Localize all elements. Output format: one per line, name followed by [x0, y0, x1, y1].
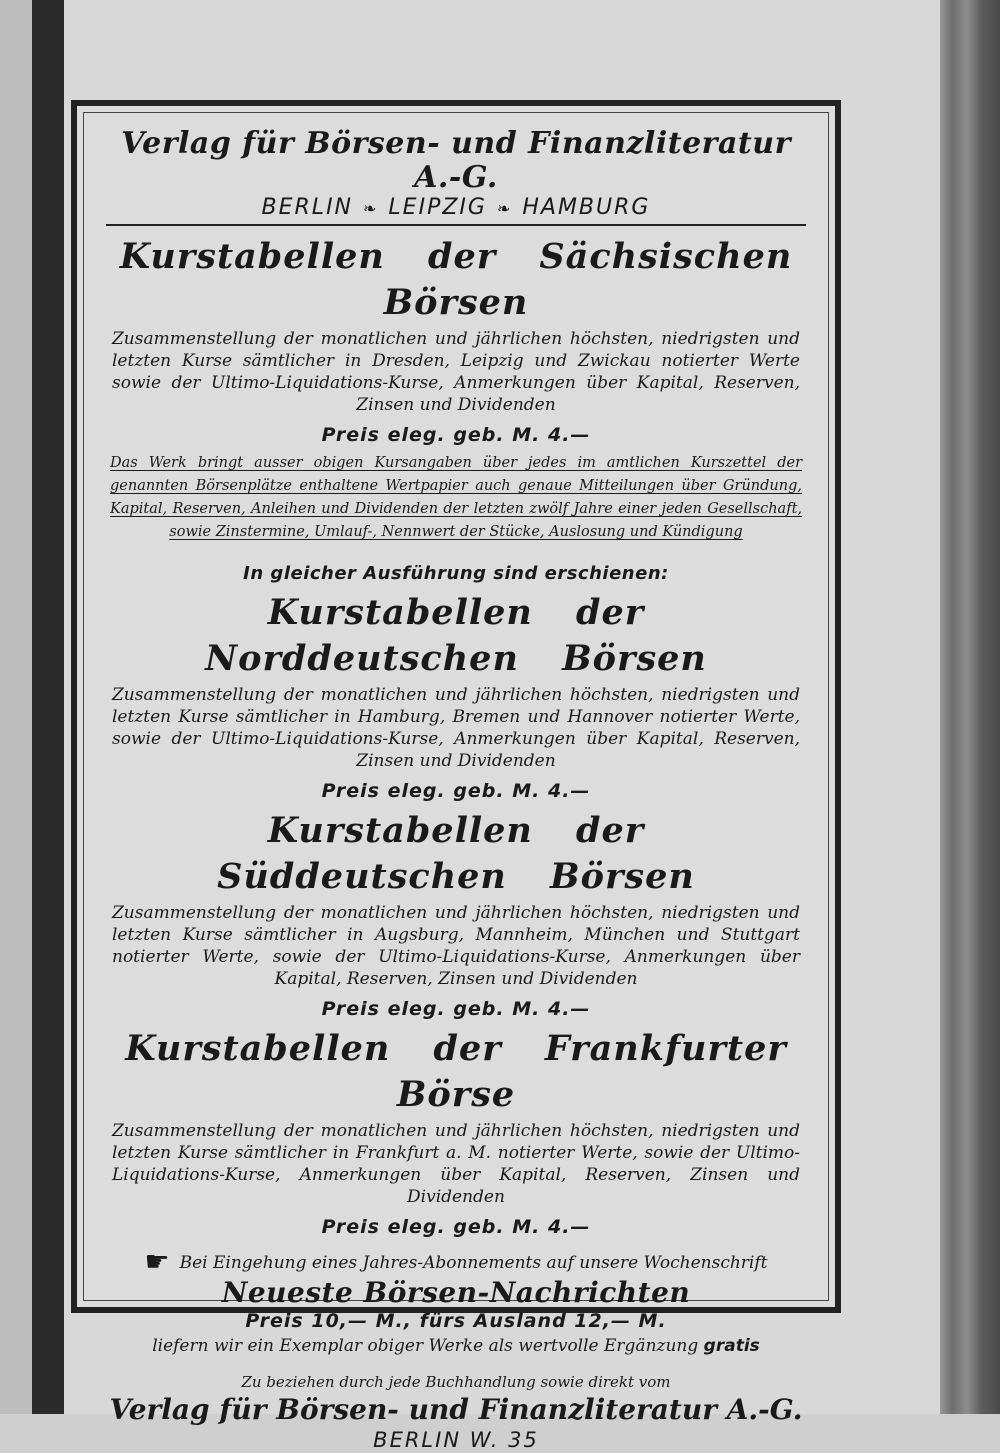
section-title: Kurstabellen der Norddeutschen Börsen [205, 592, 707, 679]
advertisement-content [83, 112, 829, 1452]
ornament-icon: ❧ [363, 199, 379, 218]
section-description: Zusammenstellung der monatlichen und jährlichen höchsten, niedrigsten und letzten Kurse sämtlicher in Hamburg, Bremen und Hannover notierter Werte, sowie der Ultimo-Liquidations-Kurse, Anmerkungen über Kapital, Reserven, Zinsen und Dividenden [112, 685, 800, 771]
publisher-address: BERLIN W. 35 [373, 1428, 539, 1452]
section-price: Preis eleg. geb. M. 4.— [321, 780, 591, 802]
ornament-icon: ❧ [496, 199, 513, 218]
section-description: Zusammenstellung der monatlichen und jährlichen höchsten, niedrigsten und letzten Kurse sämtlicher in Dresden, Leipzig und Zwickau notierter Werte sowie der Ultimo-Liquidations-Kurse, Anmerkungen über Kapital, Reserven, Zinsen und Dividenden [112, 329, 800, 415]
publisher-cities [106, 195, 806, 226]
section-price: Preis eleg. geb. M. 4.— [321, 1216, 591, 1238]
left-page-edge [0, 0, 32, 1414]
section-title: Kurstabellen der Sächsischen Börsen [119, 236, 793, 323]
publisher-name-bottom: Verlag für Börsen- und Finanzliteratur A.-G. [109, 1393, 803, 1426]
section-norddeutsche [106, 590, 806, 804]
journal-price: Preis 10,— M., fürs Ausland 12,— M. [245, 1310, 667, 1332]
section-price: Preis eleg. geb. M. 4.— [321, 424, 591, 446]
binding-gutter-right [940, 0, 1000, 1414]
city: HAMBURG [522, 195, 651, 220]
also-published-heading: In gleicher Ausführung sind erschienen: [243, 563, 669, 584]
section-title: Kurstabellen der Frankfurter Börse [125, 1028, 787, 1115]
section-frankfurter [106, 1026, 806, 1240]
binding-gutter-left [32, 0, 64, 1414]
availability-line: Zu beziehen durch jede Buchhandlung sowie direkt vom [241, 1373, 671, 1391]
pointing-hand-icon: ☛ [144, 1245, 170, 1278]
section-title: Kurstabellen der Süddeutschen Börsen [217, 810, 695, 897]
section-description: Zusammenstellung der monatlichen und jährlichen höchsten, niedrigsten und letzten Kurse sämtlicher in Frankfurt a. M. notierter Werte, sowie der Ultimo-Liquidations-Kurse, Anmerkungen über Kapital, Reserven, Zinsen und Dividenden [112, 1121, 800, 1207]
section-sueddeutsche [106, 808, 806, 1022]
publisher-name-top: Verlag für Börsen- und Finanzliteratur A.-G. [121, 126, 791, 195]
section-description: Zusammenstellung der monatlichen und jährlichen höchsten, niedrigsten und letzten Kurse sämtlicher in Augsburg, Mannheim, München und Stuttgart notierter Werte, sowie der Ultimo-Liquidations-Kurse, Anmerkungen über Kapital, Reserven, Zinsen und Dividenden [112, 903, 800, 989]
city: LEIPZIG [388, 195, 487, 220]
offer-emphasis: gratis [703, 1336, 760, 1356]
section-note: Das Werk bringt ausser obigen Kursangaben über jedes im amtlichen Kurszettel der genannten Börsenplätze enthaltene Wertpapier auch genaue Mitteilungen über Gründung, Kapital, Reserven, Anleihen und Dividenden der letzten zwölf Jahre einer jeden Gesellschaft, sowie Zinstermine, Umlauf-, Nennwert der Stücke, Auslosung und Kündigung [110, 455, 802, 540]
journal-title: Neueste Börsen-Nachrichten [221, 1276, 691, 1309]
subscription-offer [106, 1245, 806, 1278]
section-price: Preis eleg. geb. M. 4.— [321, 998, 591, 1020]
offer-line [106, 1333, 806, 1359]
city: BERLIN [261, 195, 354, 220]
section-saechsische [106, 234, 806, 544]
subscription-text: Bei Eingehung eines Jahres-Abonnements auf unsere Wochenschrift [179, 1253, 768, 1273]
offer-text: liefern wir ein Exemplar obiger Werke als wertvolle Ergänzung [152, 1336, 699, 1356]
advertisement-frame [71, 100, 841, 1452]
